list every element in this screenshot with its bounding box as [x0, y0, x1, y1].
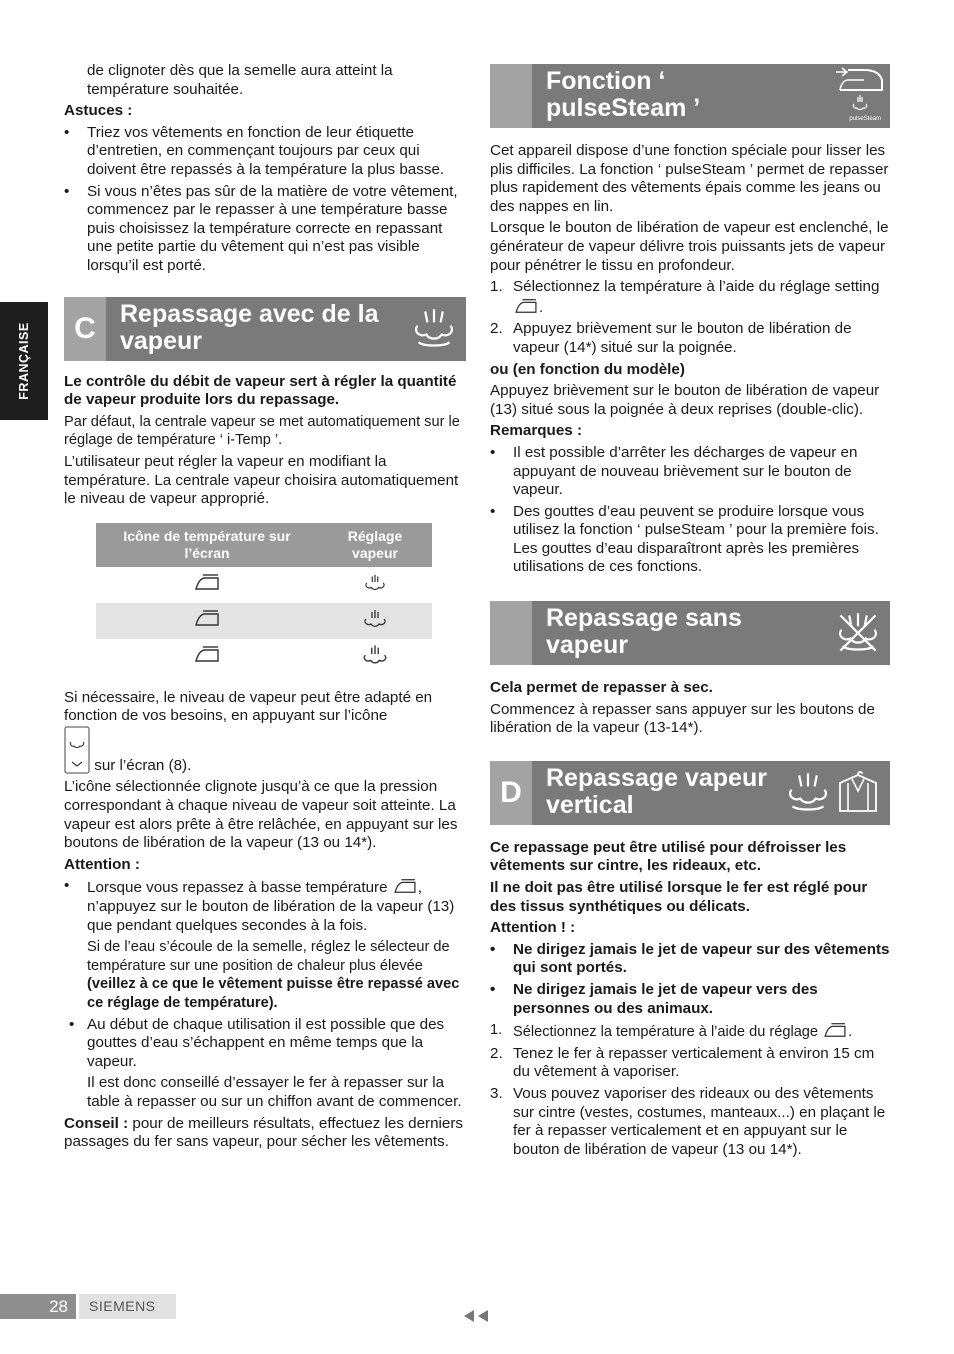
- section-c-p1: Par défaut, la centrale vapeur se met automatiquement sur le réglage de température ‘ i-Temp ’.: [64, 413, 460, 449]
- list-item: • Au début de chaque utilisation il est possible que des gouttes d’eau s’échappent en même temps que la vapeur.: [69, 1015, 445, 1070]
- list-item: 1. Sélectionnez la température à l’aide du réglage .: [490, 1022, 853, 1041]
- section-c-lead: Le contrôle du débit de vapeur sert à régler la quantité de vapeur produite lors du repassage.: [64, 372, 457, 409]
- table-header: Icône de température sur l’écran: [96, 523, 318, 567]
- attention-list: [64, 877, 466, 935]
- pulse-p3: Appuyez brièvement sur le bouton de libération de vapeur (13) situé sous la poignée à deux reprises (double-clic).: [490, 382, 880, 418]
- iron-low-icon: [192, 572, 222, 592]
- section-c-p2: L’utilisateur peut régler la vapeur en modifiant la température. La centrale vapeur choisira automatiquement le niveau de vapeur approprié.: [64, 452, 459, 508]
- list-item: • Ne dirigez jamais le jet de vapeur vers des personnes ou des animaux.: [490, 981, 818, 1017]
- iron-medium-icon: [192, 608, 222, 628]
- vertical-b1: Ce repassage peut être utilisé pour défroisser les vêtements sur cintre, les rideaux, etc.: [490, 838, 847, 875]
- steam-icon: [412, 307, 456, 351]
- ou-label: ou (en fonction du modèle): [490, 360, 685, 378]
- section-tab: [490, 601, 532, 665]
- attention-sub-2: Il est donc conseillé d’essayer le fer à repasser sur la table à repasser ou sur un chiffon avant de commencer.: [87, 1074, 462, 1110]
- language-tab: [0, 302, 48, 420]
- conseil: Conseil : pour de meilleurs résultats, effectuez les derniers passages du fer sans vapeur, pour sécher les vêtements.: [64, 1114, 464, 1151]
- list-item: • Des gouttes d’eau peuvent se produire lorsque vous utilisez la fonction ‘ pulseSteam ’ pour la première fois. Les gouttes d’eau disparaîtront après les premières utilisations de ces fonctions.: [490, 502, 879, 576]
- pulse-p1: Cet appareil dispose d’une fonction spéciale pour lisser les plis difficiles. La fonction ‘ pulseSteam ’ permet de repasser plus rapidement des vêtements épais comme les jeans ou des nappes en lin.: [490, 142, 889, 215]
- section-title: Repassage vapeur vertical: [546, 763, 767, 819]
- steam-button-icon: [64, 726, 90, 774]
- dry-lead: Cela permet de repasser à sec.: [490, 679, 713, 697]
- pulse-steps: [490, 278, 890, 357]
- dry-p1: Commencez à repasser sans appuyer sur les boutons de libération de la vapeur (13-14*).: [490, 700, 875, 737]
- section-title: Repassage sans vapeur: [546, 604, 742, 660]
- section-title: Fonction ‘ pulseSteam ’: [546, 67, 701, 122]
- page-number: 28: [0, 1294, 76, 1319]
- list-item: • Ne dirigez jamais le jet de vapeur sur des vêtements qui sont portés.: [490, 940, 890, 977]
- language-label: FRANÇAISE: [17, 322, 31, 400]
- astuces-list: [64, 124, 466, 276]
- pulsesteam-icon-label: pulseSteam: [849, 116, 881, 122]
- pulse-p2: Lorsque le bouton de libération de vapeur est enclenché, le générateur de vapeur délivre trois puissants jets de vapeur pour pénétrer le tissu en profondeur.: [490, 219, 889, 274]
- vertical-steam-icon: [786, 771, 830, 815]
- pulsesteam-icon: [834, 66, 888, 122]
- table-row: [96, 603, 432, 639]
- list-item: 3. Vous pouvez vaporiser des rideaux ou des vêtements sur cintre (vestes, costumes, manteaux...) en plaçant le fer à repasser verticalement et en appuyant sur le bouton de libération de vapeur (13 ou 14*).: [490, 1084, 886, 1158]
- left-column: [64, 62, 466, 1155]
- attention-label: Attention :: [64, 855, 140, 873]
- table-header: Réglage vapeur: [318, 523, 432, 567]
- iron-low-icon: [392, 877, 418, 895]
- remarques-label: Remarques :: [490, 422, 583, 440]
- astuces-label: Astuces :: [64, 102, 133, 120]
- list-item: 2. Appuyez brièvement sur le bouton de libération de vapeur (14*) situé sur la poignée.: [490, 320, 852, 356]
- attention-label: Attention ! :: [490, 919, 576, 937]
- remarques-list: [490, 444, 890, 577]
- section-c-header: [64, 297, 466, 361]
- vertical-b2: Il ne doit pas être utilisé lorsque le fer est réglé pour des tissus synthétiques ou délicats.: [490, 879, 868, 915]
- steam-low-icon: [362, 572, 388, 592]
- intro-continuation: de clignoter dès que la semelle aura atteint la température souhaitée.: [87, 62, 393, 98]
- vertical-steps: [490, 1021, 890, 1159]
- section-c-p4: L’icône sélectionnée clignote jusqu’à ce que la pression correspondant à chaque niveau de vapeur soit atteinte. La vapeur est alors prête à être relâchée, en appuyant sur les boutons de libération de la vapeur (13 ou 14*).: [64, 778, 458, 852]
- table-row: [96, 639, 432, 675]
- section-letter: C: [64, 297, 106, 361]
- list-item: 1. Sélectionnez la température à l’aide du réglage setting .: [490, 278, 880, 316]
- section-c-p3: Si nécessaire, le niveau de vapeur peut être adapté en fonction de vos besoins, en appuyant sur l’icône sur l’écran (8).: [64, 688, 433, 774]
- list-item: • Lorsque vous repassez à basse température , n’appuyez sur le bouton de libération de la vapeur (13) que pendant quelques secondes à la fois.: [64, 877, 455, 934]
- previous-page-icon[interactable]: [462, 1308, 490, 1324]
- iron-high-icon: [822, 1021, 848, 1039]
- dry-ironing-header: [490, 601, 890, 665]
- list-item: • Si vous n’êtes pas sûr de la matière de votre vêtement, commencez par le repasser à une température basse puis choisissez la température correcte en repassant une petite partie du vêtement qui n’est pas visible lorsqu’il est porté.: [64, 182, 458, 274]
- steam-high-icon: [360, 641, 390, 667]
- brand-label: SIEMENS: [79, 1294, 176, 1319]
- hanger-garment-icon: [836, 767, 880, 815]
- list-item: 2. Tenez le fer à repasser verticalement à environ 15 cm du vêtement à vaporiser.: [490, 1044, 875, 1081]
- vertical-steam-header: [490, 761, 890, 825]
- right-column: [490, 64, 890, 1162]
- no-steam-icon: [836, 611, 880, 655]
- pulsesteam-header: [490, 64, 890, 128]
- section-title: Repassage avec de la vapeur: [120, 299, 379, 355]
- steam-medium-icon: [361, 607, 389, 629]
- attention-sub: Si de l’eau s’écoule de la semelle, réglez le sélecteur de température sur une position de chaleur plus élevée (veillez à ce que le vêtement puisse être repassé avec ce réglage de température).: [87, 939, 460, 1011]
- list-item: • Triez vos vêtements en fonction de leur étiquette d’entretien, en commençant toujours par ceux qui doivent être repassés à la température la plus basse.: [64, 123, 445, 178]
- section-tab: [490, 64, 532, 128]
- list-item: • Il est possible d’arrêter les décharges de vapeur en appuyant de nouveau brièvement sur le bouton de vapeur.: [490, 443, 858, 499]
- table-row: [96, 567, 432, 603]
- iron-high-icon: [192, 644, 222, 664]
- section-letter: D: [490, 761, 532, 825]
- iron-medium-icon: [513, 297, 539, 315]
- attention-list-2: [64, 1016, 466, 1072]
- steam-table: [96, 523, 432, 675]
- warnings-list: [490, 941, 890, 1018]
